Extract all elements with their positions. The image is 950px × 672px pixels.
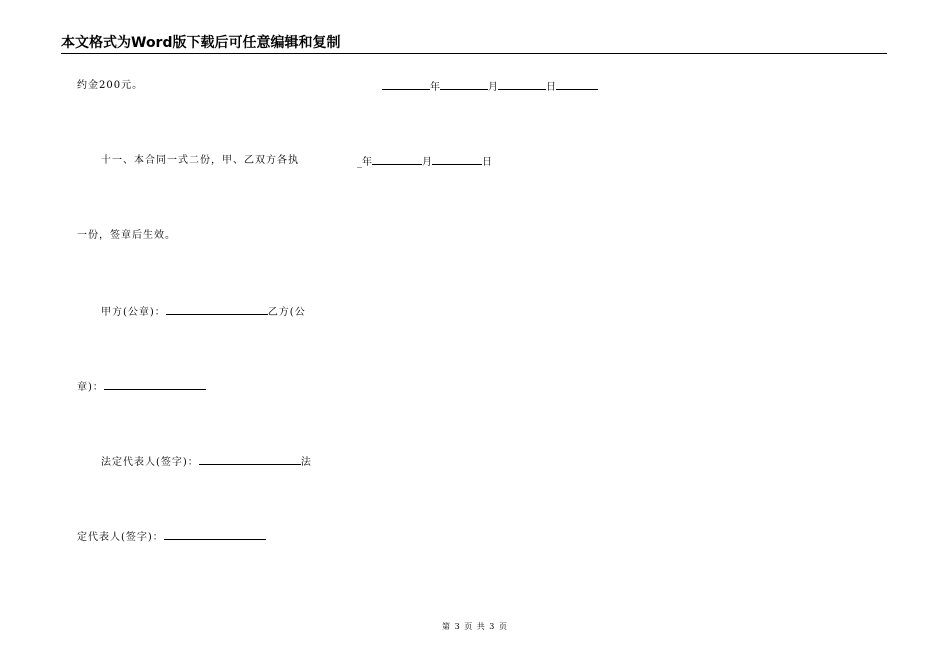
party-b-rep-line bbox=[77, 529, 266, 545]
date-fill-1 bbox=[382, 79, 598, 95]
month-label: 月 bbox=[422, 157, 432, 168]
party-a-seal-line bbox=[101, 304, 306, 320]
effective-line bbox=[77, 229, 176, 243]
party-a-rep-blank bbox=[199, 454, 301, 465]
party-a-rep-label: 法定代表人(签字)： bbox=[101, 457, 199, 468]
date-prefix: _ bbox=[357, 157, 362, 168]
deposit-line bbox=[77, 79, 143, 93]
clause-eleven-text: 十一、本合同一式二份，甲、乙双方各执 bbox=[101, 155, 299, 166]
page-number-footer: 第 3 页 共 3 页 bbox=[442, 622, 508, 631]
deposit-text: 约金200元。 bbox=[77, 80, 144, 91]
day-blank bbox=[432, 154, 482, 165]
year-label: 年 bbox=[362, 157, 372, 168]
party-b-rep-label: 法 bbox=[300, 457, 312, 468]
day-label: 日 bbox=[482, 157, 492, 168]
year-label: 年 bbox=[430, 82, 440, 93]
party-b-rep-blank bbox=[164, 529, 266, 540]
party-a-seal-blank bbox=[166, 304, 268, 315]
party-b-seal-blank bbox=[104, 379, 206, 390]
date-fill-2 bbox=[357, 154, 492, 170]
month-label: 月 bbox=[488, 82, 498, 93]
year-blank bbox=[382, 79, 430, 90]
effective-text: 一份，签章后生效。 bbox=[77, 230, 176, 241]
month-blank bbox=[372, 154, 422, 165]
party-b-rep-label-cont: 定代表人(签字)： bbox=[77, 532, 164, 543]
document-header-title: 本文格式为Word版下载后可任意编辑和复制 bbox=[61, 35, 341, 51]
header-divider bbox=[61, 53, 887, 54]
party-b-seal-label: 乙方(公 bbox=[267, 307, 306, 318]
clause-eleven-line bbox=[101, 154, 299, 168]
party-b-seal-line bbox=[77, 379, 206, 395]
party-b-seal-label-cont: 章)： bbox=[77, 382, 104, 393]
party-a-rep-line bbox=[101, 454, 312, 470]
party-a-seal-label: 甲方(公章)： bbox=[101, 307, 166, 318]
trailing-blank bbox=[556, 79, 598, 90]
day-blank bbox=[498, 79, 546, 90]
month-blank bbox=[440, 79, 488, 90]
day-label: 日 bbox=[546, 82, 556, 93]
